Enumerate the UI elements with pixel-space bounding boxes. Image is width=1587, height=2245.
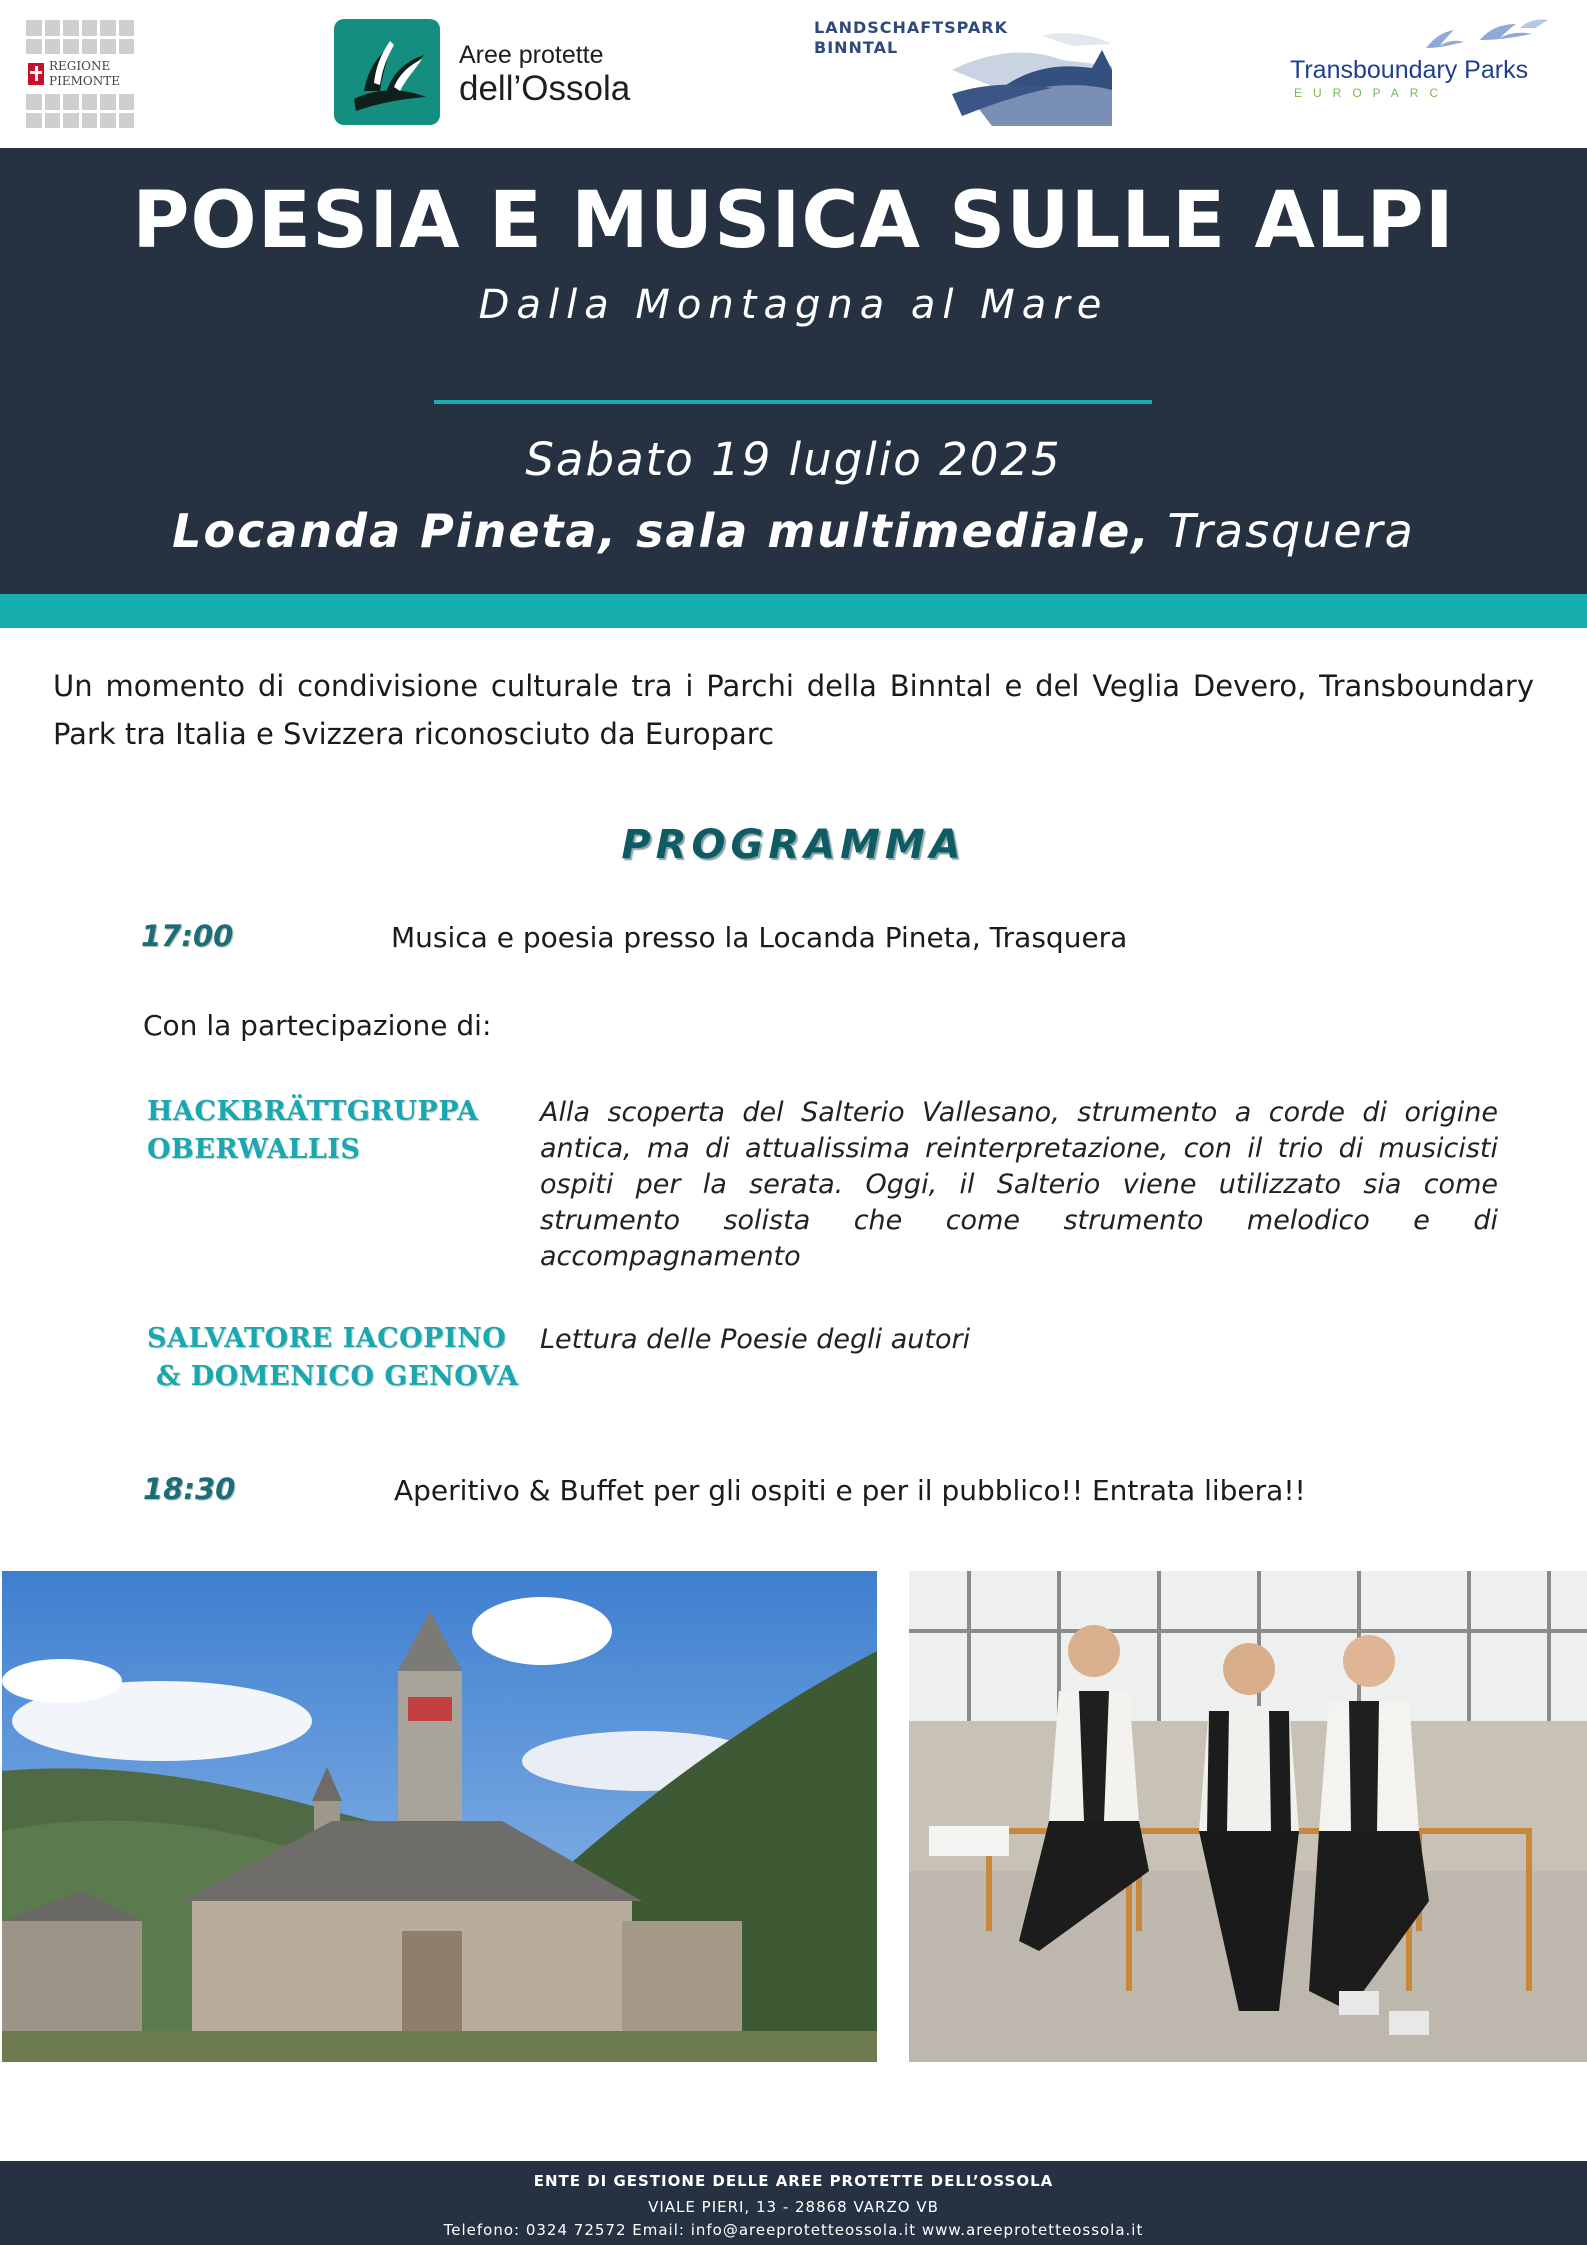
event-title: POESIA E MUSICA SULLE ALPI [132,176,1455,266]
ossola-line2: dell’Ossola [459,69,631,108]
footer-contacts: Telefono: 0324 72572 Email: info@areeprotetteossola.it www.areeprotetteossola.it [443,2221,1144,2239]
programme-time: 17:00 [141,919,234,953]
regione-line2: PIEMONTE [49,74,120,88]
performer-name-line1: SALVATORE IACOPINO [147,1323,507,1354]
regione-label [26,54,134,94]
aree-protette-ossola-logo [334,19,644,125]
participation-label: Con la partecipazione di: [143,1009,492,1042]
header-band [0,148,1587,594]
programme-item-text: Aperitivo & Buffet per gli ospiti e per il pubblico!! Entrata libera!! [394,1474,1306,1507]
event-venue-place: Trasquera [1167,504,1415,558]
performer-name [147,1320,519,1396]
programme-item-text: Musica e poesia presso la Locanda Pineta, Trasquera [391,921,1128,954]
birds-icon [1420,18,1560,58]
binntal-mountain-icon [952,30,1132,130]
performer-name-line1: HACKBRÄTTGRUPPA [147,1096,479,1127]
ossola-line1: Aree protette [459,41,604,69]
transboundary-parks-logo [1284,18,1564,104]
logo-bar [0,0,1587,148]
musicians-photo [909,1571,1587,2062]
footer-address: VIALE PIERI, 13 - 28868 VARZO VB [648,2198,939,2216]
ossola-leaf-icon [334,19,440,125]
footer [0,2161,1587,2245]
regione-shield-icon [28,63,44,85]
church-photo [2,1571,877,2062]
transboundary-line1: Transboundary Parks [1290,56,1529,84]
event-date: Sabato 19 luglio 2025 [525,433,1062,486]
event-venue [0,504,1587,558]
programme-heading: PROGRAMMA [621,822,966,868]
programme-time: 18:30 [143,1472,236,1506]
performer-description: Alla scoperta del Salterio Vallesano, strumento a corde di origine antica, ma di attualissima reinterpretazione, con il trio di musicisti ospiti per la serata. Oggi, il Salterio viene utilizzato sia come strumento solista che come strumento melodico e di accompagnamento [540,1097,1498,1272]
event-subtitle: Dalla Montagna al Mare [478,282,1109,328]
intro-text: Un momento di condivisione culturale tra i Parchi della Binntal e del Veglia Devero, Transboundary Park tra Italia e Svizzera riconosciuto da Europarc [53,669,1534,751]
performer-description: Lettura delle Poesie degli autori [540,1324,971,1355]
header-divider [434,400,1152,404]
performer-name [147,1093,479,1169]
teal-strip [0,594,1587,628]
transboundary-line2: EUROPARC [1294,86,1450,100]
footer-organisation: ENTE DI GESTIONE DELLE AREE PROTETTE DELL’OSSOLA [533,2172,1054,2190]
event-venue-name: Locanda Pineta, sala multimediale, [172,504,1151,558]
landschaftspark-binntal-logo [812,16,1132,128]
performer-name-line2: & DOMENICO GENOVA [156,1361,519,1392]
binntal-line1: LANDSCHAFTSPARK [814,18,1009,37]
binntal-line2: BINNTAL [814,38,899,57]
performer-name-line2: OBERWALLIS [147,1134,361,1165]
regione-piemonte-logo [26,20,134,128]
regione-line1: REGIONE [49,59,111,73]
